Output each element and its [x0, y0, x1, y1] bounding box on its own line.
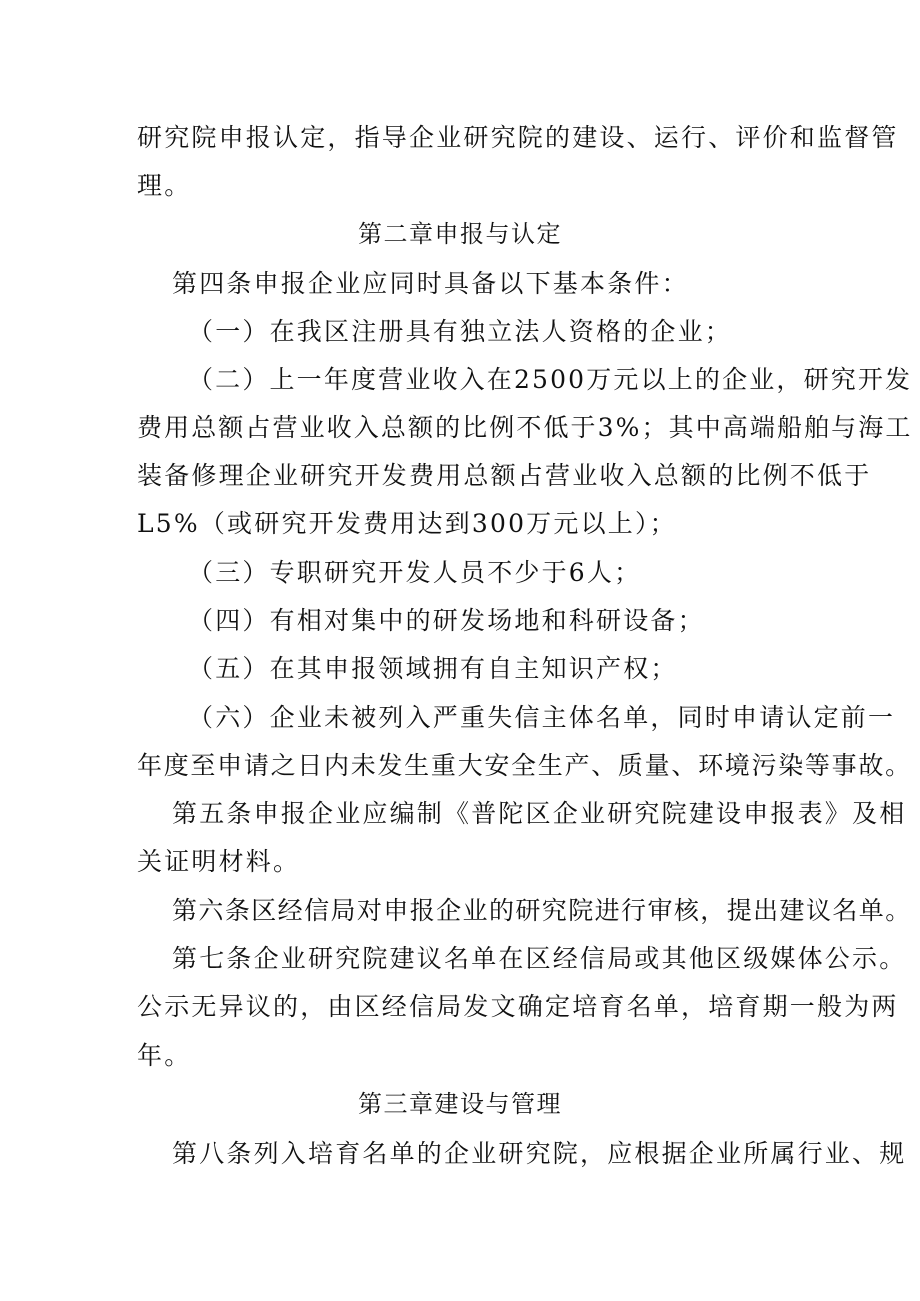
condition-2-line-4: L5%（或研究开发费用达到300万元以上）；: [137, 509, 677, 538]
chapter-3-heading: 第三章建设与管理: [358, 1090, 562, 1118]
condition-6-line-1: （六）企业未被列入严重失信主体名单，同时申请认定前一: [188, 703, 896, 732]
article-7-line-1: 第七条企业研究院建议名单在区经信局或其他区级媒体公示。: [172, 944, 907, 973]
article-5-line-1: 第五条申报企业应编制《普陀区企业研究院建设申报表》及相: [172, 799, 907, 828]
condition-2-line-1: （二）上一年度营业收入在2500万元以上的企业，研究开发: [188, 365, 913, 394]
condition-4: （四）有相对集中的研发场地和科研设备；: [188, 606, 705, 635]
article-7-line-3: 年。: [137, 1041, 192, 1070]
article-5-line-2: 关证明材料。: [137, 847, 301, 876]
article-7-line-2: 公示无异议的，由区经信局发文确定培育名单，培育期一般为两: [137, 992, 899, 1021]
text-line-2: 理。: [137, 171, 192, 200]
condition-2-line-2: 费用总额占营业收入总额的比例不低于3%；其中高端船舶与海工: [137, 413, 913, 442]
article-4: 第四条申报企业应同时具备以下基本条件：: [172, 269, 689, 298]
article-8-line-1: 第八条列入培育名单的企业研究院，应根据企业所属行业、规: [172, 1139, 907, 1168]
article-6: 第六条区经信局对申报企业的研究院进行审核，提出建议名单。: [172, 896, 912, 925]
condition-2-line-3: 装备修理企业研究开发费用总额占营业收入总额的比例不低于: [137, 461, 872, 490]
text-line-1: 研究院申报认定，指导企业研究院的建设、运行、评价和监督管: [137, 123, 899, 152]
condition-3: （三）专职研究开发人员不少于6人；: [188, 558, 642, 587]
condition-5: （五）在其申报领域拥有自主知识产权；: [188, 654, 678, 683]
condition-1: （一）在我区注册具有独立法人资格的企业；: [188, 317, 733, 346]
chapter-2-heading: 第二章申报与认定: [358, 220, 562, 248]
condition-6-line-2: 年度至申请之日内未发生重大安全生产、质量、环境污染等事故。: [137, 751, 912, 780]
